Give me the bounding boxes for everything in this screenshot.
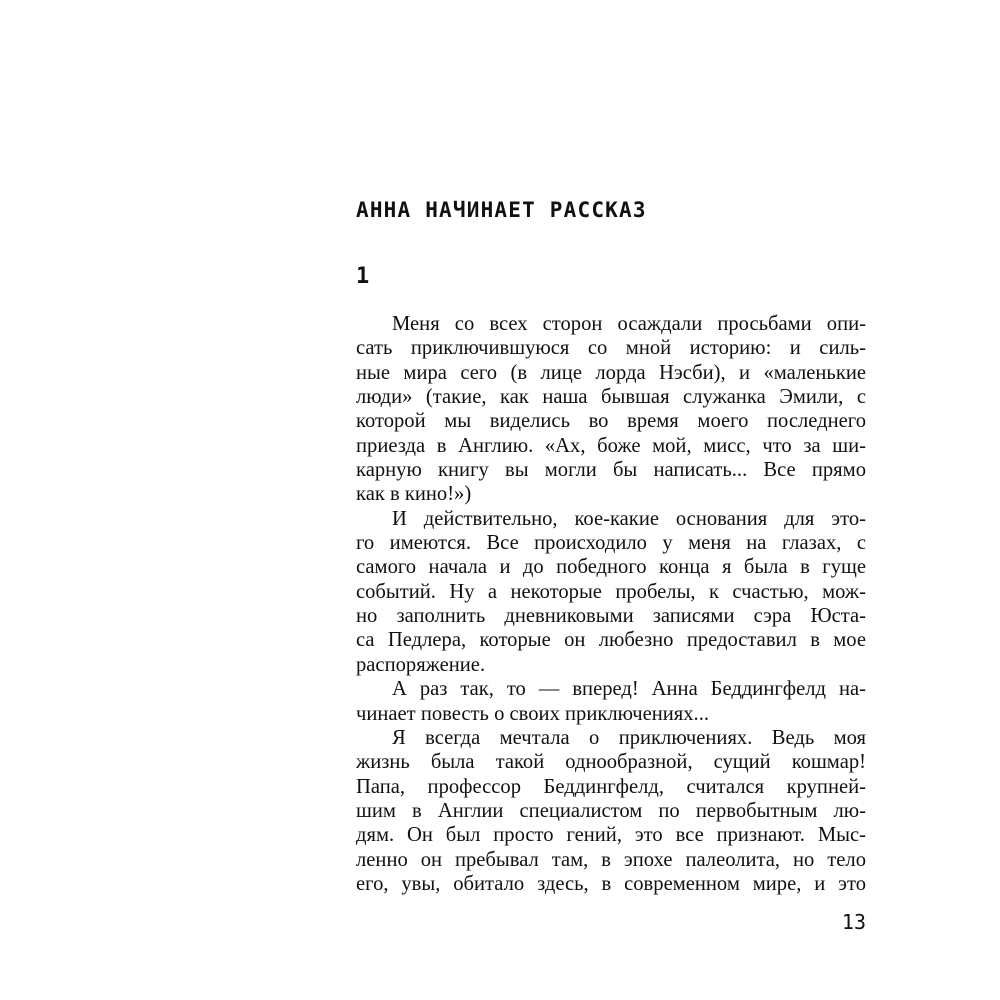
text-line: дям. Он был просто гений, это все признают. Мыс- [356,824,866,847]
body-text [356,312,866,896]
text-line: Папа, профессор Беддингфелд, считался крупней- [356,775,866,798]
text-line: го имеются. Все происходило у меня на глазах, с [356,532,866,555]
text-line: сать приключившуюся со мной историю: и силь- [356,337,866,360]
text-line: ленно он пребывал там, в эпохе палеолита, но тело [356,848,866,871]
page-number: 13 [841,910,866,934]
text-line: люди» (такие, как наша бывшая служанка Эмили, с [356,386,866,409]
text-line: приезда в Англию. «Ах, боже мой, мисс, что за ши- [356,434,866,457]
chapter-title: АННА НАЧИНАЕТ РАССКАЗ [356,198,647,222]
text-line: Меня со всех сторон осаждали просьбами опи- [392,313,866,335]
section-number: 1 [356,264,370,289]
text-line: распоряжение. [356,653,486,676]
text-line: самого начала и до победного конца я была в гуще [356,556,866,579]
text-line: чинает повесть о своих приключениях... [356,702,709,725]
text-line: которой мы виделись во время моего последнего [356,410,866,433]
text-line: са Педлера, которые он любезно предоставил в мое [356,629,866,652]
text-line: А раз так, то — вперед! Анна Беддингфелд на- [392,678,866,701]
text-line: его, увы, обитало здесь, в современном мире, и это [356,872,866,895]
text-line: карную книгу вы могли бы написать... Все прямо [356,459,866,482]
text-line: И действительно, кое-какие основания для это- [392,507,866,530]
text-line: событий. Ну а некоторые пробелы, к счастью, мож- [356,580,866,603]
text-line: ные мира сего (в лице лорда Нэсби), и «маленькие [356,361,866,384]
text-line: но заполнить дневниковыми записями сэра Юста- [356,605,866,628]
text-line: жизнь была такой однообразной, сущий кошмар! [356,751,866,774]
text-line: как в кино!») [356,483,472,506]
text-line: шим в Англии специалистом по первобытным лю- [356,799,866,822]
text-line: Я всегда мечтала о приключениях. Ведь моя [392,726,866,749]
